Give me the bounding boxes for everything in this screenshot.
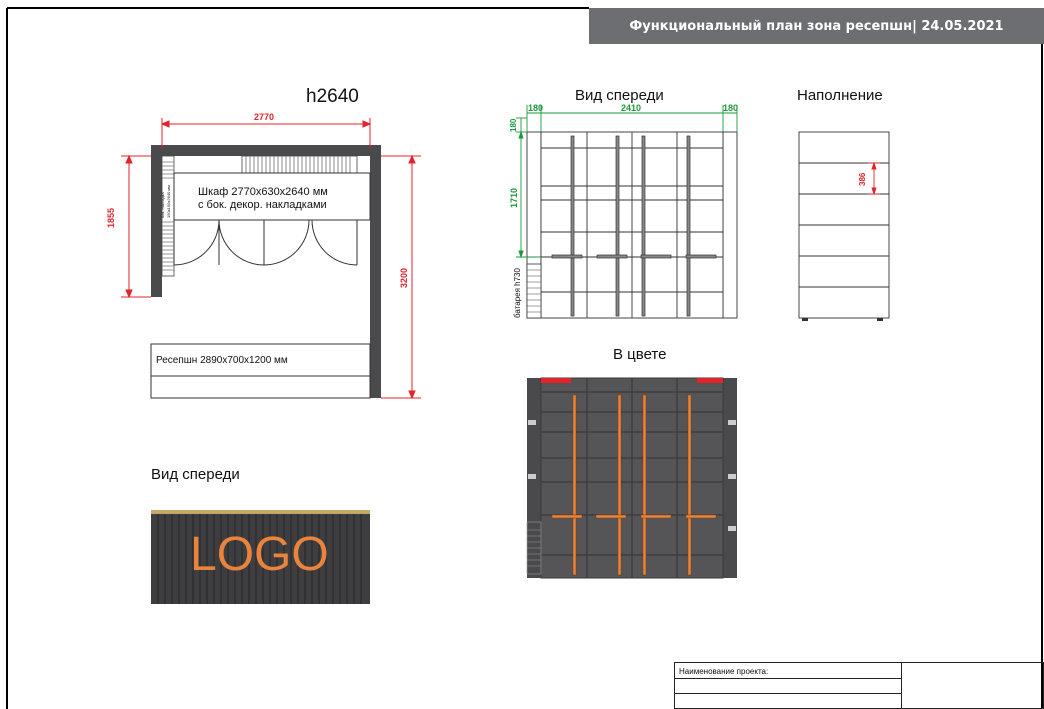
plan-height-label: h2640 <box>306 86 359 107</box>
battery-label: батарея h730 <box>513 268 522 318</box>
front-dim-top: 180 <box>509 118 518 132</box>
reception-label: Ресепшн 2890x700x1200 мм <box>156 355 288 366</box>
wardrobe-label-line2: с бок. декор. накладками <box>198 199 327 211</box>
reception-front-title: Вид спереди <box>151 466 240 483</box>
front-dim-height: 1710 <box>509 187 519 208</box>
color-view-title: В цвете <box>613 346 667 363</box>
side-decor-note-line2: 150х150х2640 мм <box>166 185 171 218</box>
front-dim-left: 180 <box>528 103 544 113</box>
wardrobe-label-line1: Шкаф 2770x630x2640 мм <box>198 186 328 198</box>
project-name-label: Наименование проекта: <box>679 667 769 676</box>
front-view-title: Вид спереди <box>575 87 664 104</box>
plan-dim-width: 2770 <box>254 112 275 122</box>
plan-dim-right: 3200 <box>399 267 409 288</box>
plan-dim-left: 1855 <box>106 207 116 228</box>
page-title: Функциональный план зона ресепшн| 24.05.2021 <box>589 8 1044 44</box>
side-decor-note-line1: бок. накладка <box>160 192 165 218</box>
filling-dim: 386 <box>858 172 867 186</box>
front-dim-mid: 2410 <box>621 103 642 113</box>
title-block <box>674 662 1044 709</box>
reception-logo: LOGO <box>190 528 329 581</box>
filling-title: Наполнение <box>797 87 883 104</box>
front-dim-right: 180 <box>723 103 739 113</box>
